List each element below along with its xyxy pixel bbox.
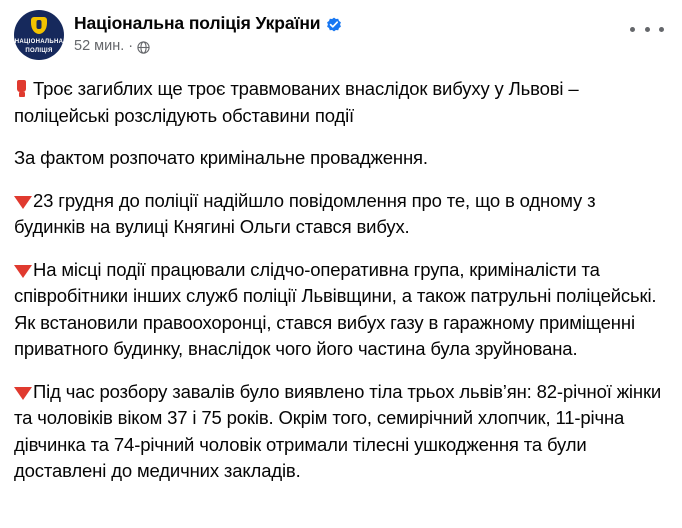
post-header-texts (74, 10, 342, 55)
post-paragraph (14, 257, 668, 363)
ellipsis-dot (659, 27, 664, 32)
verified-badge-icon (326, 17, 342, 33)
post-paragraph-text: За фактом розпочато кримінальне провадження. (14, 147, 428, 168)
page-name-row (74, 13, 342, 34)
ellipsis-dot (630, 27, 635, 32)
ellipsis-dot (645, 27, 650, 32)
post-paragraph (14, 145, 668, 172)
ellipsis-icon[interactable] (630, 18, 664, 40)
post-paragraph (14, 379, 668, 485)
post-timestamp[interactable]: 52 мин. (74, 38, 125, 54)
globe-icon[interactable] (137, 41, 150, 54)
post-paragraph (14, 76, 668, 129)
post-header (0, 0, 682, 64)
post-paragraph-text: 23 грудня до поліції надійшло повідомлення про те, що в одному з будинків на вулиці Княгині Ольги стався вибух. (14, 189, 596, 237)
post-paragraph-text: Під час розбору завалів було виявлено тіла трьох львів’ян: 82-річної жінки та чоловіків віком 37 і 75 років. Окрім того, семирічний хлопчик, 11-річна дівчинка та 74-річний чоловік отримали тілесні ушкодження та були доставлені до медичних закладів. (14, 380, 662, 481)
post-paragraph (14, 188, 668, 241)
red-triangle-down-emoji (14, 196, 32, 209)
page-name[interactable]: Національна поліція України (74, 13, 321, 33)
red-triangle-down-emoji (14, 265, 32, 278)
red-triangle-down-emoji (14, 387, 32, 400)
post-paragraph-text: На місці події працювали слідчо-оперативна група, криміналісти та співробітники інших служб поліції Львівщини, а також патрульні поліцейські. Як встановили правоохоронці, стався вибух газу в гаражному приміщенні приватного будинку, внаслідок чого його частина була зруйнована. (14, 258, 657, 359)
police-emblem-icon (30, 17, 48, 37)
post-meta (74, 37, 342, 55)
avatar[interactable] (14, 10, 64, 60)
avatar-label-line1: НАЦІОНАЛЬНА (14, 39, 64, 45)
avatar-label-line2: ПОЛІЦІЯ (25, 48, 53, 54)
post-body (0, 64, 682, 485)
meta-separator: · (128, 38, 134, 54)
post-paragraph-text: Троє загиблих ще троє травмованих внаслідок вибуху у Львові – поліцейські розслідують обставини події (14, 78, 579, 126)
exclamation-mark-emoji (14, 79, 29, 98)
